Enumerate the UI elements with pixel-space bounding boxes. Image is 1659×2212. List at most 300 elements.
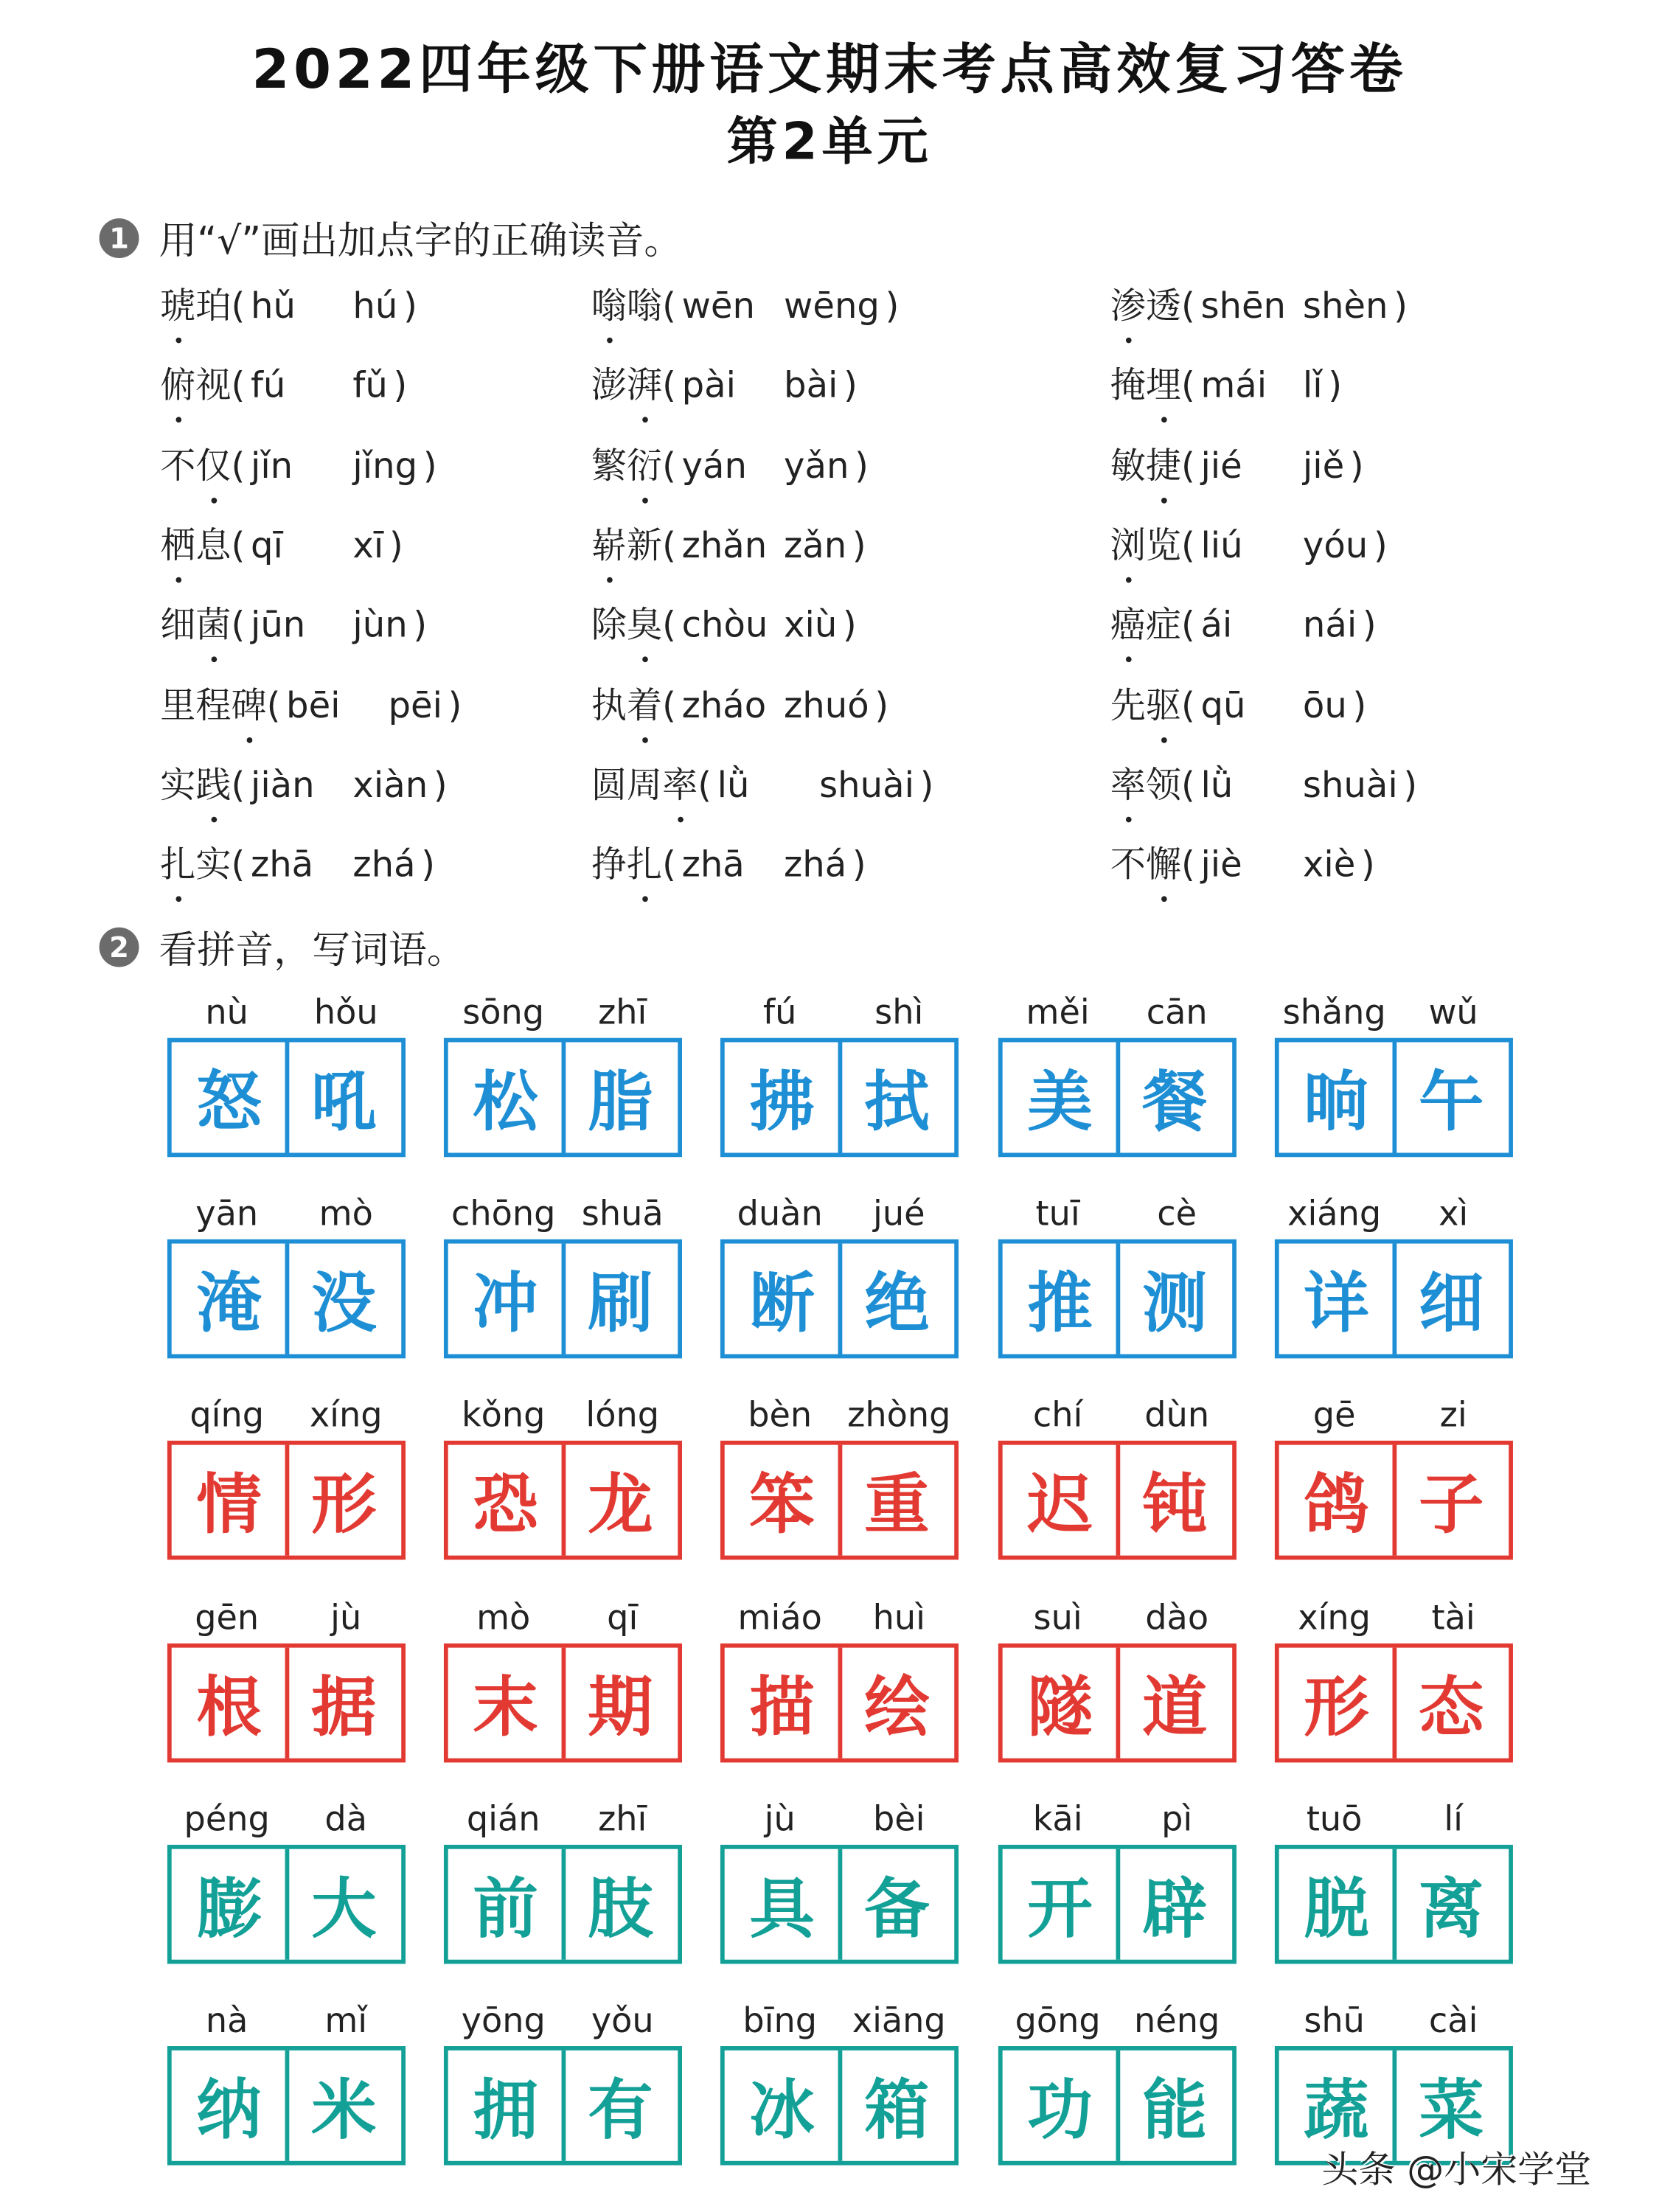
pinyin-syllable: měi — [1026, 992, 1090, 1033]
grid-divider — [562, 1042, 566, 1152]
pinyin-syllable: dà — [324, 1799, 368, 1839]
pinyin-syllable: qíng — [189, 1396, 265, 1436]
tian-grid-box — [1275, 1441, 1513, 1561]
grid-divider — [1392, 1042, 1397, 1152]
emphasis-dot — [211, 657, 217, 663]
pinyin-option[interactable]: jùn — [352, 604, 408, 646]
pinyin-option[interactable]: lǜ — [1200, 764, 1234, 805]
emphasis-dot — [1125, 577, 1131, 582]
word-cell — [720, 2000, 959, 2165]
item-word-wrapper — [591, 757, 698, 808]
item-word-wrapper — [160, 677, 266, 728]
paren-open: ( — [231, 524, 246, 566]
item-word-wrapper — [591, 278, 662, 329]
pinyin-option[interactable]: shēn — [1200, 285, 1287, 327]
item-word-wrapper — [160, 358, 231, 408]
tian-grid-box — [720, 1441, 959, 1561]
page-title: 2022四年级下册语文期末考点高效复习答卷 — [251, 38, 1408, 101]
paren-close: ) — [852, 844, 866, 886]
tian-grid-box — [720, 1239, 959, 1359]
tian-grid-box — [167, 1643, 406, 1762]
pinyin-row — [167, 992, 406, 1035]
grid-divider — [1116, 1244, 1120, 1354]
word-cell — [1275, 1598, 1513, 1762]
choice-item — [1110, 677, 1366, 728]
item-word: 扎实 — [160, 844, 232, 886]
word-cell — [167, 1194, 406, 1359]
item-word-wrapper — [160, 518, 231, 568]
tian-grid-box — [1275, 1239, 1513, 1359]
paren-open: ( — [1180, 764, 1195, 805]
pinyin-option[interactable]: wēn — [681, 285, 755, 327]
word-cell — [167, 992, 406, 1157]
pinyin-option[interactable]: hǔ — [250, 285, 296, 327]
pinyin-syllable: mò — [476, 1597, 531, 1638]
answer-char: 蔬 — [1304, 2071, 1369, 2149]
pinyin-option[interactable]: zhá — [784, 844, 847, 886]
paren-close: ) — [1360, 844, 1375, 886]
item-word-wrapper — [591, 597, 662, 648]
item-word-wrapper — [1110, 518, 1181, 568]
answer-char: 淹 — [196, 1265, 262, 1342]
choice-item — [160, 837, 435, 888]
answer-char: 拭 — [864, 1063, 930, 1141]
answer-char: 冲 — [473, 1265, 538, 1342]
choice-item — [160, 677, 462, 728]
pinyin-syllable: xíng — [309, 1396, 383, 1436]
pinyin-syllable: shì — [874, 992, 924, 1033]
answer-char: 具 — [749, 1870, 815, 1947]
pinyin-syllable: yǒu — [591, 2000, 654, 2041]
pinyin-option[interactable]: yóu — [1302, 524, 1368, 566]
word-cell — [1275, 992, 1513, 1157]
paren-open: ( — [231, 844, 246, 886]
item-word: 圆周率 — [591, 764, 698, 805]
item-word-wrapper — [1110, 757, 1181, 808]
tian-grid-box — [1275, 1038, 1513, 1158]
answer-char: 怒 — [196, 1063, 262, 1141]
tian-grid-box — [444, 1441, 682, 1561]
word-cell — [167, 1799, 406, 1964]
tian-grid-box — [998, 1038, 1237, 1158]
pinyin-option[interactable]: jié — [1200, 445, 1242, 486]
paren-close: ) — [393, 364, 408, 406]
word-cell — [1275, 1194, 1513, 1359]
word-cell — [444, 1799, 682, 1964]
choice-item — [1110, 437, 1364, 488]
answer-char: 测 — [1142, 1265, 1208, 1342]
item-word-wrapper — [1110, 597, 1181, 648]
item-word: 栖息 — [160, 524, 232, 566]
choice-item — [1110, 837, 1375, 888]
pinyin-row — [1275, 1598, 1513, 1641]
word-cell — [444, 992, 682, 1157]
pinyin-syllable: fú — [762, 992, 797, 1033]
paren-close: ) — [885, 285, 900, 327]
emphasis-dot — [606, 338, 612, 344]
grid-divider — [1392, 1647, 1397, 1758]
word-cell — [1275, 1396, 1513, 1560]
pinyin-option[interactable]: yǎn — [784, 445, 849, 486]
emphasis-dot — [1161, 897, 1166, 902]
grid-divider — [838, 1244, 843, 1354]
paren-close: ) — [389, 524, 403, 566]
answer-char: 晌 — [1304, 1063, 1369, 1141]
answer-char: 详 — [1304, 1265, 1369, 1342]
emphasis-dot — [175, 897, 181, 902]
choice-item — [591, 437, 869, 488]
emphasis-dot — [211, 497, 217, 503]
pinyin-option[interactable]: fú — [250, 364, 286, 406]
paren-open: ( — [1180, 364, 1195, 406]
pinyin-option[interactable]: zhuó — [784, 684, 869, 726]
pinyin-row — [720, 1194, 959, 1237]
emphasis-dot — [175, 577, 181, 582]
pinyin-row — [998, 2000, 1237, 2043]
pinyin-syllable: duàn — [737, 1194, 823, 1234]
paren-open: ( — [231, 445, 246, 486]
answer-char: 拂 — [749, 1063, 815, 1141]
item-word: 执着 — [591, 684, 663, 726]
item-word: 掩埋 — [1110, 364, 1181, 406]
answer-char: 描 — [749, 1668, 815, 1745]
pinyin-option[interactable]: zháo — [681, 684, 767, 726]
grid-divider — [1116, 1848, 1120, 1959]
answer-char: 功 — [1027, 2071, 1093, 2149]
pinyin-syllable: cài — [1428, 2000, 1478, 2041]
emphasis-dot — [175, 417, 181, 423]
answer-char: 态 — [1419, 1668, 1484, 1745]
grid-divider — [285, 1848, 290, 1959]
answer-char: 鸽 — [1304, 1467, 1369, 1544]
pinyin-row — [444, 1598, 682, 1641]
answer-char: 重 — [864, 1467, 930, 1544]
pinyin-option[interactable]: zǎn — [784, 524, 847, 566]
pinyin-option[interactable]: shuài — [1302, 764, 1398, 805]
answer-char: 松 — [473, 1063, 538, 1141]
pinyin-option[interactable]: bēi — [286, 684, 341, 726]
emphasis-dot — [211, 816, 217, 822]
answer-char: 笨 — [749, 1467, 815, 1544]
grid-divider — [562, 1445, 566, 1556]
pinyin-option[interactable]: hú — [352, 285, 398, 327]
paren-close: ) — [421, 844, 436, 886]
item-word-wrapper — [160, 757, 231, 808]
answer-char: 推 — [1027, 1265, 1093, 1342]
item-word: 不懈 — [1110, 844, 1181, 886]
section2-instruction: 看拼音，写词语。 — [159, 928, 465, 973]
grid-divider — [562, 2051, 566, 2161]
pinyin-option[interactable]: zhǎn — [681, 524, 768, 566]
word-cell — [998, 1194, 1237, 1359]
item-word: 澎湃 — [591, 364, 663, 406]
section-number-badge: 2 — [100, 927, 139, 967]
paren-open: ( — [662, 445, 676, 486]
pinyin-syllable: shū — [1304, 2000, 1365, 2041]
pinyin-syllable: shuā — [581, 1194, 664, 1234]
pinyin-option[interactable]: xiè — [1302, 844, 1356, 886]
pinyin-option[interactable]: jǐng — [352, 445, 418, 486]
paren-open: ( — [662, 844, 676, 886]
item-word: 率领 — [1110, 764, 1181, 805]
paren-open: ( — [231, 364, 246, 406]
tian-grid-box — [444, 1038, 682, 1158]
pinyin-syllable: lí — [1444, 1799, 1464, 1839]
pinyin-syllable: chí — [1032, 1396, 1083, 1436]
paren-open: ( — [1180, 684, 1195, 726]
pinyin-syllable: nù — [205, 992, 248, 1033]
item-word: 琥珀 — [160, 285, 232, 327]
pinyin-option[interactable]: zhā — [681, 844, 745, 886]
answer-char: 有 — [588, 2071, 653, 2149]
emphasis-dot — [1161, 737, 1166, 742]
pinyin-row — [1275, 1396, 1513, 1439]
choice-item — [591, 677, 888, 728]
pinyin-syllable: shǎng — [1282, 992, 1386, 1033]
pinyin-option[interactable]: chòu — [681, 604, 768, 646]
answer-char: 道 — [1142, 1668, 1208, 1745]
answer-char: 绝 — [864, 1265, 930, 1342]
item-word: 里程碑 — [160, 684, 267, 726]
choice-item — [1110, 597, 1377, 648]
answer-char: 龙 — [588, 1467, 653, 1544]
pinyin-option[interactable]: pēi — [388, 684, 442, 726]
pinyin-row — [1275, 992, 1513, 1035]
word-cell — [998, 992, 1237, 1157]
pinyin-syllable: nà — [205, 2000, 248, 2041]
word-cell — [167, 1598, 406, 1762]
item-word-wrapper — [1110, 278, 1181, 329]
item-word-wrapper — [1110, 677, 1181, 728]
answer-char: 菜 — [1419, 2071, 1484, 2149]
word-cell — [998, 1598, 1237, 1762]
pinyin-option[interactable]: jūn — [250, 604, 306, 646]
pinyin-syllable: mǐ — [324, 2000, 368, 2041]
pinyin-option[interactable]: shuài — [819, 764, 914, 805]
pinyin-syllable: hǒu — [313, 992, 378, 1033]
paren-open: ( — [698, 764, 712, 805]
answer-char: 吼 — [311, 1063, 377, 1141]
pinyin-option[interactable]: qū — [1200, 684, 1246, 726]
answer-char: 绘 — [864, 1668, 930, 1745]
pinyin-syllable: néng — [1134, 2000, 1220, 2041]
pinyin-option[interactable]: yán — [681, 445, 747, 486]
word-cell — [720, 1799, 959, 1964]
pinyin-syllable: yōng — [461, 2000, 546, 2041]
tian-grid-box — [720, 2046, 959, 2166]
pinyin-option[interactable]: shèn — [1302, 285, 1388, 327]
answer-char: 冰 — [749, 2071, 815, 2149]
word-cell — [1275, 1799, 1513, 1964]
pinyin-option[interactable]: bài — [784, 364, 838, 406]
answer-char: 末 — [473, 1668, 538, 1745]
pinyin-option[interactable]: qī — [250, 524, 283, 566]
pinyin-syllable: miáo — [737, 1597, 822, 1638]
answer-char: 能 — [1142, 2071, 1208, 2149]
pinyin-syllable: qī — [607, 1597, 639, 1638]
item-word-wrapper — [591, 358, 662, 408]
emphasis-dot — [677, 816, 683, 822]
word-cell — [167, 1396, 406, 1560]
pinyin-option[interactable]: zhā — [250, 844, 314, 886]
paren-open: ( — [1180, 445, 1195, 486]
pinyin-syllable: bīng — [742, 2000, 818, 2041]
word-cell — [444, 1396, 682, 1560]
grid-divider — [285, 2051, 290, 2161]
pinyin-syllable: zhòng — [847, 1396, 951, 1436]
pinyin-option[interactable]: xī — [352, 524, 384, 566]
pinyin-syllable: bèi — [872, 1799, 925, 1839]
tian-grid-box — [720, 1038, 959, 1158]
grid-divider — [285, 1244, 290, 1354]
emphasis-dot — [1125, 657, 1131, 663]
tian-grid-box — [998, 1845, 1237, 1964]
item-word-wrapper — [160, 837, 231, 888]
tian-grid-box — [998, 1643, 1237, 1762]
tian-grid-box — [998, 1239, 1237, 1359]
pinyin-syllable: suì — [1033, 1597, 1082, 1638]
pinyin-option[interactable]: jiàn — [250, 764, 315, 805]
pinyin-syllable: bèn — [748, 1396, 813, 1436]
choice-item — [591, 837, 866, 888]
pinyin-syllable: zi — [1439, 1396, 1467, 1436]
pinyin-syllable: dào — [1145, 1597, 1209, 1638]
pinyin-row — [998, 992, 1237, 1035]
pinyin-option[interactable]: jǐn — [250, 445, 293, 486]
pinyin-row — [444, 1194, 682, 1237]
word-cell — [720, 1598, 959, 1762]
item-word-wrapper — [591, 437, 662, 488]
paren-close: ) — [1349, 445, 1364, 486]
pinyin-syllable: kāi — [1032, 1799, 1083, 1839]
pinyin-syllable: cān — [1146, 992, 1208, 1033]
paren-close: ) — [919, 764, 934, 805]
answer-char: 拥 — [473, 2071, 538, 2149]
item-word-wrapper — [591, 837, 662, 888]
pinyin-option[interactable]: wēng — [784, 285, 880, 327]
choice-item — [1110, 518, 1388, 568]
pinyin-option[interactable]: nái — [1302, 604, 1357, 646]
grid-divider — [838, 1445, 843, 1556]
paren-open: ( — [662, 285, 676, 327]
answer-char: 米 — [311, 2071, 377, 2149]
answer-char: 脂 — [588, 1063, 653, 1141]
tian-grid-box — [998, 2046, 1237, 2166]
emphasis-dot — [641, 737, 647, 742]
pinyin-option[interactable]: xiàn — [352, 764, 428, 805]
paren-open: ( — [231, 285, 246, 327]
answer-char: 恐 — [473, 1467, 538, 1544]
item-word-wrapper — [1110, 358, 1181, 408]
choice-item — [1110, 358, 1342, 408]
paren-close: ) — [1328, 364, 1343, 406]
choice-item — [1110, 757, 1417, 808]
answer-char: 美 — [1027, 1063, 1093, 1141]
grid-divider — [838, 1042, 843, 1152]
pinyin-syllable: gēn — [195, 1597, 260, 1638]
answer-char: 隧 — [1027, 1668, 1093, 1745]
paren-open: ( — [1180, 604, 1195, 646]
answer-char: 膨 — [196, 1870, 262, 1947]
pinyin-option[interactable]: liú — [1200, 524, 1243, 566]
section1-instruction: 用“√”画出加点字的正确读音。 — [159, 220, 683, 264]
pinyin-option[interactable]: jiè — [1200, 844, 1242, 886]
paren-close: ) — [433, 764, 448, 805]
item-word: 崭新 — [591, 524, 663, 566]
pinyin-option[interactable]: fǔ — [352, 364, 388, 406]
pinyin-option[interactable]: lǐ — [1302, 364, 1323, 406]
pinyin-row — [1275, 1194, 1513, 1237]
tian-grid-box — [444, 1845, 682, 1964]
paren-close: ) — [1394, 285, 1408, 327]
tian-grid-box — [1275, 1845, 1513, 1964]
pinyin-syllable: sōng — [462, 992, 545, 1033]
pinyin-syllable: xì — [1439, 1194, 1469, 1234]
pinyin-row — [998, 1194, 1237, 1237]
grid-divider — [838, 1848, 843, 1959]
pinyin-row — [720, 1598, 959, 1641]
item-word: 实践 — [160, 764, 232, 805]
pinyin-option[interactable]: xiù — [784, 604, 838, 646]
emphasis-dot — [641, 657, 647, 663]
paren-close: ) — [403, 285, 417, 327]
emphasis-dot — [1125, 816, 1131, 822]
paren-close: ) — [413, 604, 428, 646]
pinyin-row — [444, 1799, 682, 1842]
pinyin-option[interactable]: lǜ — [717, 764, 750, 805]
item-word-wrapper — [160, 597, 231, 648]
emphasis-dot — [641, 417, 647, 423]
pinyin-option[interactable]: ái — [1200, 604, 1233, 646]
tian-grid-box — [1275, 1643, 1513, 1762]
item-word: 癌症 — [1110, 604, 1181, 646]
pinyin-row — [444, 1396, 682, 1439]
pinyin-syllable: pì — [1161, 1799, 1193, 1839]
item-word-wrapper — [1110, 437, 1181, 488]
pinyin-option[interactable]: zhá — [352, 844, 416, 886]
grid-divider — [1392, 1244, 1397, 1354]
item-word-wrapper — [160, 278, 231, 329]
section2-heading — [100, 919, 465, 974]
paren-open: ( — [662, 684, 676, 726]
pinyin-syllable: chōng — [451, 1194, 556, 1234]
word-cell — [720, 1396, 959, 1560]
pinyin-row — [444, 992, 682, 1035]
pinyin-option[interactable]: ōu — [1302, 684, 1347, 726]
choice-item — [591, 358, 858, 408]
emphasis-dot — [1161, 417, 1166, 423]
tian-grid-box — [167, 1441, 406, 1561]
pinyin-row — [720, 2000, 959, 2043]
pinyin-syllable: tuī — [1035, 1194, 1080, 1234]
paren-close: ) — [1403, 764, 1418, 805]
word-cell — [998, 1396, 1237, 1560]
choice-item — [160, 597, 427, 648]
pinyin-row — [720, 1396, 959, 1439]
tian-grid-box — [167, 1038, 406, 1158]
answer-char: 形 — [311, 1467, 377, 1544]
pinyin-syllable: huì — [872, 1597, 925, 1638]
pinyin-option[interactable]: mái — [1200, 364, 1267, 406]
choice-item — [591, 757, 933, 808]
answer-char: 子 — [1419, 1467, 1484, 1544]
pinyin-option[interactable]: pài — [681, 364, 736, 406]
pinyin-syllable: zhī — [598, 992, 647, 1033]
paren-open: ( — [662, 364, 676, 406]
pinyin-option[interactable]: jiě — [1302, 445, 1345, 486]
pinyin-syllable: xiāng — [852, 2000, 946, 2041]
pinyin-syllable: cè — [1157, 1194, 1197, 1234]
